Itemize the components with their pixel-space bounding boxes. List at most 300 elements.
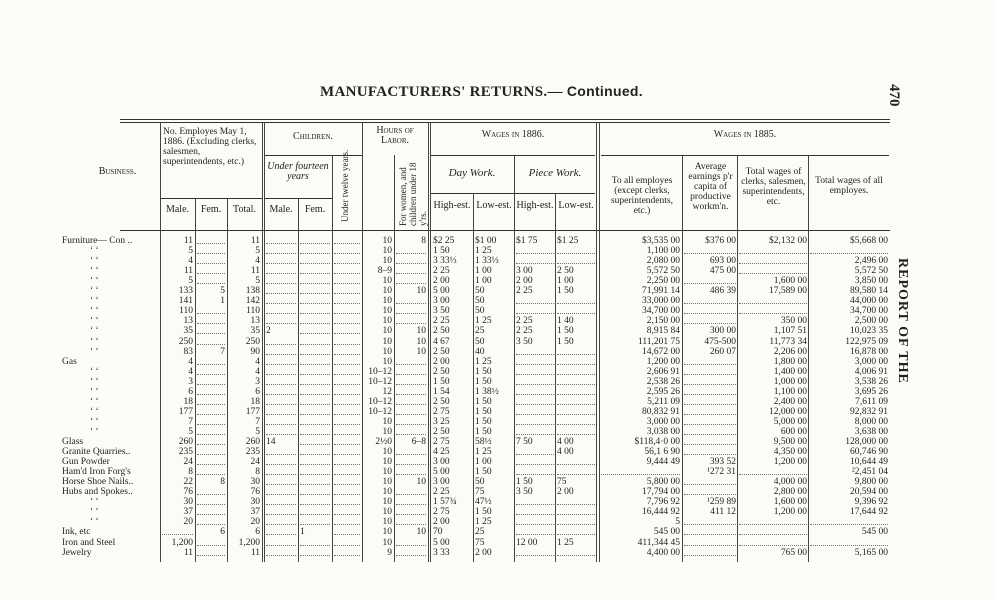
table-cell (266, 447, 296, 455)
table-cell: 110 (246, 306, 260, 317)
table-cell (197, 246, 225, 254)
header-child-fem: Fem. (304, 204, 326, 215)
table-cell (334, 457, 360, 465)
table-cell (557, 357, 595, 365)
table-cell (684, 276, 736, 284)
table-cell: 3 33 (433, 547, 450, 558)
table-cell: 1 50 (475, 426, 492, 437)
table-cell: 20 (250, 517, 260, 528)
table-cell (300, 517, 330, 525)
table-cell (739, 538, 807, 546)
table-cell (266, 527, 296, 535)
table-cell: 60,746 90 (850, 447, 888, 458)
table-cell (266, 457, 296, 465)
table-cell: 3 50 (516, 336, 533, 347)
table-cell: 50 (475, 296, 485, 307)
table-cell: 2,538 26 (646, 376, 680, 387)
table-cell: 80,832 91 (642, 406, 680, 417)
table-cell: 8 (188, 467, 193, 478)
table-cell: 10 (382, 487, 392, 498)
table-cell (334, 236, 360, 244)
header-wages-1885: Wages in 1885. (713, 129, 777, 140)
table-cell: 22 (183, 477, 193, 488)
table-cell: 8 (255, 467, 260, 478)
cell-business: Ink, etc (62, 527, 91, 538)
table-cell: 33,000 00 (642, 296, 680, 307)
cell-business: ‘ ‘ (90, 336, 99, 347)
rule-employes (160, 198, 262, 199)
table-cell: 10 (382, 306, 392, 317)
table-cell (334, 326, 360, 334)
table-cell (516, 397, 554, 405)
table-cell: 2 75 (433, 406, 450, 417)
table-cell: $1 75 (516, 236, 538, 246)
table-cell: 5 (255, 276, 260, 287)
header-hours: Hours of Labor. (376, 125, 414, 146)
table-cell (197, 467, 225, 475)
cell-business: Jewelry (62, 547, 92, 558)
table-cell (557, 548, 595, 556)
table-cell (266, 236, 296, 244)
table-cell (516, 246, 554, 254)
table-cell (197, 548, 225, 556)
table-cell (266, 417, 296, 425)
table-cell: 545 00 (653, 527, 680, 538)
table-cell (300, 246, 330, 254)
table-cell: 1 (220, 296, 225, 307)
table-cell (684, 527, 736, 535)
table-cell (266, 517, 296, 525)
table-cell (334, 507, 360, 515)
table-cell (266, 507, 296, 515)
table-cell: 486 39 (709, 286, 736, 297)
page-title (320, 83, 643, 101)
table-cell (334, 276, 360, 284)
cell-business: ‘ ‘ (90, 246, 99, 257)
table-cell: 10 (382, 316, 392, 327)
table-cell: 1 50 (557, 326, 574, 337)
table-cell (266, 487, 296, 495)
table-cell: 1,800 00 (773, 356, 807, 367)
table-cell (557, 347, 595, 355)
table-cell (300, 236, 330, 244)
table-cell: 24 (183, 457, 193, 468)
table-cell (266, 538, 296, 546)
table-cell: 1 00 (475, 276, 492, 287)
table-cell: 10 (382, 256, 392, 267)
table-row (0, 548, 996, 559)
table-cell: 50 (475, 286, 485, 297)
cell-business: Gun Powder (62, 457, 110, 468)
table-cell: 4,006 91 (854, 366, 888, 377)
table-cell (300, 377, 330, 385)
table-cell: 7,796 92 (646, 497, 680, 508)
table-cell: 10 (382, 276, 392, 287)
table-cell: 1,100 00 (646, 246, 680, 257)
table-cell: 3 (188, 376, 193, 387)
table-cell: 34,700 00 (642, 306, 680, 317)
table-cell (557, 367, 595, 375)
table-cell (396, 246, 426, 254)
table-cell: 17,644 92 (850, 507, 888, 518)
page-title-main: MANUFACTURERS' RETURNS.— (320, 84, 563, 100)
table-cell: 1 50 (475, 376, 492, 387)
table-cell (300, 387, 330, 395)
table-cell: 76 (250, 487, 260, 498)
header-piece-highest: High-est. (516, 200, 554, 211)
table-cell: 11,773 34 (769, 336, 807, 347)
cell-business: Hubs and Spokes.. (62, 487, 133, 498)
table-cell: 10–12 (368, 396, 392, 407)
table-cell: 2 50 (433, 346, 450, 357)
table-cell (557, 457, 595, 465)
table-cell: 50 (475, 306, 485, 317)
table-cell (684, 407, 736, 415)
table-cell: 3 25 (433, 416, 450, 427)
table-cell: 4 67 (433, 336, 450, 347)
table-cell: 56,1 6 90 (644, 447, 680, 458)
table-cell: 1 50 (475, 366, 492, 377)
table-cell: 545 00 (861, 527, 888, 538)
table-cell: 14 (266, 437, 276, 447)
table-cell (557, 427, 595, 435)
table-cell (334, 266, 360, 274)
table-cell: 12 (382, 386, 392, 397)
table-cell (516, 256, 554, 264)
table-cell (684, 316, 736, 324)
table-cell: 10 (416, 477, 426, 488)
table-cell (516, 296, 554, 304)
table-cell (684, 357, 736, 365)
table-cell (300, 316, 330, 324)
table-cell: 83 (183, 346, 193, 357)
table-cell: $1 00 (475, 236, 497, 246)
table-cell (739, 306, 807, 314)
table-cell: 2 25 (516, 286, 533, 297)
table-cell (334, 527, 360, 535)
table-cell: 10–12 (368, 366, 392, 377)
table-cell (334, 316, 360, 324)
table-cell (300, 337, 330, 345)
table-cell (396, 507, 426, 515)
cell-business: Gas (62, 356, 77, 367)
table-cell: 17,589 00 (769, 286, 807, 297)
table-cell: 20,594 00 (850, 487, 888, 498)
cell-business: ‘ ‘ (90, 346, 99, 357)
table-cell: 5 (675, 517, 680, 528)
table-cell (739, 266, 807, 274)
table-cell: 4 25 (433, 447, 450, 458)
table-cell: 1 50 (475, 406, 492, 417)
cell-business: Iron and Steel (62, 537, 116, 548)
table-cell: 1,200 00 (773, 507, 807, 518)
table-cell: 10 (382, 246, 392, 257)
table-cell (557, 296, 595, 304)
table-cell: 10 (382, 286, 392, 297)
table-cell (266, 316, 296, 324)
cell-business: ‘ ‘ (90, 396, 99, 407)
table-cell (334, 447, 360, 455)
table-cell: 128,000 00 (845, 437, 888, 447)
table-cell: 10 (416, 326, 426, 337)
table-cell (684, 296, 736, 304)
table-cell (197, 357, 225, 365)
table-cell: 10 (382, 336, 392, 347)
rule-top-2 (120, 122, 890, 123)
table-cell: 3,038 00 (646, 426, 680, 437)
cell-business: ‘ ‘ (90, 376, 99, 387)
table-cell (197, 437, 225, 445)
table-cell: 4 (255, 366, 260, 377)
table-cell (396, 276, 426, 284)
table-cell (300, 467, 330, 475)
table-cell: 89,580 14 (850, 286, 888, 297)
cell-business: ‘ ‘ (90, 326, 99, 337)
table-cell (197, 266, 225, 274)
table-cell (197, 256, 225, 264)
table-cell: 10 (382, 236, 392, 246)
header-male: Male. (165, 204, 190, 215)
table-cell: 5 00 (433, 467, 450, 478)
table-cell: 1,000 00 (773, 376, 807, 387)
table-cell: 35 (183, 326, 193, 337)
table-cell (739, 467, 807, 475)
table-cell: 10 (382, 457, 392, 468)
table-cell: 10 (382, 426, 392, 437)
table-cell (300, 538, 330, 546)
table-cell (334, 286, 360, 294)
table-cell: 10–12 (368, 376, 392, 387)
table-cell: 10,023 35 (850, 326, 888, 337)
table-cell (266, 367, 296, 375)
table-cell (300, 266, 330, 274)
table-cell (684, 367, 736, 375)
table-cell (266, 427, 296, 435)
table-cell: 11 (183, 266, 193, 277)
table-cell: 1,107 51 (773, 326, 807, 337)
table-cell (266, 306, 296, 314)
table-cell (557, 517, 595, 525)
table-cell: 1 50 (475, 396, 492, 407)
table-cell: 2 50 (433, 396, 450, 407)
table-cell: 92,832 91 (850, 406, 888, 417)
table-cell: 3 00 (433, 457, 450, 468)
table-cell: 10 (382, 356, 392, 367)
table-cell: 1 50 (433, 376, 450, 387)
table-cell: 20 (183, 517, 193, 528)
table-cell: 3 (255, 376, 260, 387)
table-cell (396, 447, 426, 455)
table-cell: 40 (475, 346, 485, 357)
table-cell: 2 00 (433, 356, 450, 367)
table-cell: 5 00 (433, 537, 450, 548)
table-cell (300, 487, 330, 495)
table-cell: 3,850 00 (854, 276, 888, 287)
table-cell: 71,991 14 (642, 286, 680, 297)
table-cell (516, 407, 554, 415)
table-cell (334, 437, 360, 445)
header-child-male: Male. (269, 204, 293, 215)
table-cell: 2 (266, 326, 271, 337)
table-cell: 411,344 45 (637, 537, 680, 548)
cell-business: ‘ ‘ (90, 366, 99, 377)
table-cell (557, 527, 595, 535)
table-cell: 1 25 (475, 447, 492, 458)
table-cell: 3 00 (433, 477, 450, 488)
rule-top (120, 119, 890, 120)
table-cell (516, 427, 554, 435)
table-cell: 30 (183, 497, 193, 508)
table-cell (396, 407, 426, 415)
table-cell (334, 497, 360, 505)
table-cell: 10 (382, 527, 392, 538)
table-cell: 3,000 00 (854, 356, 888, 367)
table-cell (334, 538, 360, 546)
table-cell: 235 (245, 447, 260, 458)
table-cell: ¹259 89 (707, 497, 736, 508)
header-employes: No. Employes May 1, 1886. (Excluding clerks, salesmen, superintendents, etc.) (163, 127, 257, 167)
table-cell (197, 497, 225, 505)
table-cell: 11 (250, 236, 260, 246)
table-cell (739, 256, 807, 264)
table-cell (334, 477, 360, 485)
table-cell: 11 (250, 266, 260, 277)
table-cell: 10 (382, 467, 392, 478)
table-cell: 9,396 92 (854, 497, 888, 508)
table-cell (396, 497, 426, 505)
table-cell (396, 306, 426, 314)
header-piece-work: Piece Work. (528, 167, 582, 179)
cell-business: ‘ ‘ (90, 426, 99, 437)
table-cell: 11 (183, 236, 193, 246)
table-cell: 47½ (475, 497, 492, 508)
table-cell: 1 50 (475, 507, 492, 518)
table-cell (197, 417, 225, 425)
table-cell (300, 548, 330, 556)
table-cell (557, 407, 595, 415)
table-cell: 9 (387, 547, 392, 558)
table-cell (396, 296, 426, 304)
table-cell: 260 07 (709, 346, 736, 357)
table-cell: 1 (300, 527, 305, 538)
table-cell: 25 (475, 326, 485, 337)
table-cell (516, 417, 554, 425)
page-number: 470 (886, 84, 902, 107)
cell-business: ‘ ‘ (90, 316, 99, 327)
table-cell (557, 507, 595, 515)
table-cell: 1,600 00 (773, 497, 807, 508)
table-cell: 4,350 00 (773, 447, 807, 458)
table-cell (396, 417, 426, 425)
table-cell: 1 33⅓ (475, 256, 499, 267)
table-cell (516, 306, 554, 314)
table-cell: 10 (416, 346, 426, 357)
table-cell: 18 (183, 396, 193, 407)
table-cell (396, 427, 426, 435)
table-cell (684, 548, 736, 556)
table-cell: 2 25 (516, 316, 533, 327)
table-cell: 2 75 (433, 437, 450, 447)
cell-business: ‘ ‘ (90, 497, 99, 508)
table-cell: 6 (255, 386, 260, 397)
table-cell: 13 (250, 316, 260, 327)
table-cell (300, 477, 330, 485)
table-cell (266, 397, 296, 405)
table-cell: 90 (250, 346, 260, 357)
cell-business: ‘ ‘ (90, 517, 99, 528)
table-cell: 75 (475, 487, 485, 498)
table-cell: 475-500 (704, 336, 736, 347)
table-cell (266, 256, 296, 264)
table-cell: 2 50 (433, 426, 450, 437)
cell-business: ‘ ‘ (90, 416, 99, 427)
rule-wages86 (430, 155, 595, 156)
table-cell: 2 00 (516, 276, 533, 287)
header-to-all-employes: To all employes (except clerks, superintendents, etc.) (610, 176, 673, 216)
table-cell: 765 00 (780, 547, 807, 558)
table-cell (300, 306, 330, 314)
table-cell: 44,000 00 (850, 296, 888, 307)
table-cell (197, 367, 225, 375)
table-cell (684, 377, 736, 385)
table-cell: 4 (188, 356, 193, 367)
table-cell: 1 00 (475, 266, 492, 277)
table-cell: 6 (220, 527, 225, 538)
table-cell: 2 50 (557, 266, 574, 277)
table-cell (197, 236, 225, 244)
table-cell (396, 256, 426, 264)
header-under-twelve: Under twelve years. (340, 149, 350, 222)
table-cell (684, 477, 736, 485)
table-cell (601, 467, 680, 475)
table-cell (266, 246, 296, 254)
cell-business: ‘ ‘ (90, 256, 99, 267)
table-cell: $1 25 (557, 236, 579, 246)
cell-business: ‘ ‘ (90, 266, 99, 277)
table-cell (516, 548, 554, 556)
table-cell (739, 517, 807, 525)
table-cell (266, 286, 296, 294)
table-cell: 16,878 00 (850, 346, 888, 357)
table-cell: 10 (416, 286, 426, 297)
table-cell: 2,400 00 (773, 396, 807, 407)
table-cell: 2 50 (433, 366, 450, 377)
table-cell: 10 (382, 296, 392, 307)
table-cell: 8 (220, 477, 225, 488)
table-cell: 10 (382, 416, 392, 427)
table-cell (334, 417, 360, 425)
rule-daypiece (430, 193, 595, 194)
table-cell: 6–8 (411, 437, 426, 447)
table-cell: $2 25 (433, 236, 455, 246)
table-cell (810, 246, 888, 254)
table-cell: 3,638 00 (854, 426, 888, 437)
table-cell: 2,206 00 (773, 346, 807, 357)
table-cell (266, 296, 296, 304)
table-cell (197, 276, 225, 284)
table-cell (396, 316, 426, 324)
table-cell: 4,000 00 (773, 477, 807, 488)
table-cell: 1 54 (433, 386, 450, 397)
table-cell: 14,672 00 (642, 346, 680, 357)
table-cell: 24 (250, 457, 260, 468)
table-cell (300, 417, 330, 425)
table-cell (300, 447, 330, 455)
table-cell: 10 (382, 507, 392, 518)
table-cell: 3 00 (516, 266, 533, 277)
table-cell (334, 467, 360, 475)
table-cell: 8–9 (377, 266, 392, 277)
